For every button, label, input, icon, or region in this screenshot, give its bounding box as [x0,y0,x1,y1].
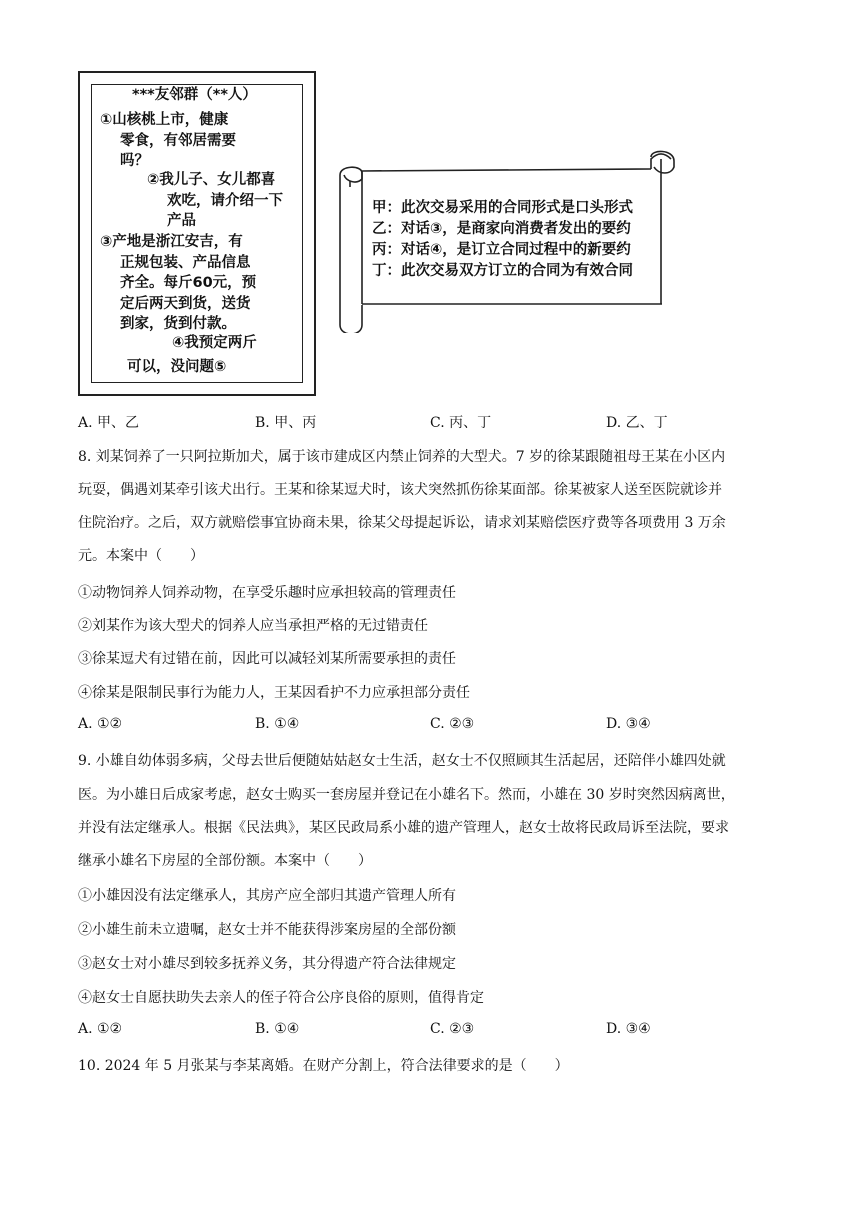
q9-stem-line: 并没有法定继承人。根据《民法典》，某区民政局系小雄的遗产管理人，赵女士故将民政局诉至法院，要求 [78,820,729,836]
chat-message-3 [100,232,256,335]
q8-item-2: ②刘某作为该大型犬的饲养人应当承担严格的无过错责任 [78,618,428,634]
q7-option-b: B. 甲、丙 [255,415,317,431]
chat-message-3-line: 定后两天到货，送货 [120,295,251,312]
q9-stem-line: 医。为小雄日后成家考虑，赵女士购买一套房屋并登记在小雄名下。然而，小雄在 30 岁时突然因病离世， [78,787,735,803]
statement-bing: 丙：对话④，是订立合同过程中的新要约 [372,242,631,258]
statement-yi: 乙：对话③，是商家向消费者发出的要约 [372,221,631,237]
chat-message-3-line: 齐全。每斤60元，预 [120,275,257,291]
q8-stem-line: 元。本案中（ ） [78,548,204,564]
q9-stem-line: 继承小雄名下房屋的全部份额。本案中（ ） [78,853,372,869]
statement-jia: 甲：此次交易采用的合同形式是口头形式 [372,200,633,216]
chat-message-1-line: ①山核桃上市，健康 [100,112,229,128]
q9-item-4: ④赵女士自愿扶助失去亲人的侄子符合公序良俗的原则，值得肯定 [78,990,484,1006]
q7-option-c: C. 丙、丁 [430,415,492,431]
chat-message-1-line: 吗？ [120,153,149,169]
q8-item-3: ③徐某逗犬有过错在前，因此可以减轻刘某所需要承担的责任 [78,651,456,667]
q8-stem-line: 8. 刘某饲养了一只阿拉斯加犬，属于该市建成区内禁止饲养的大型犬。7 岁的徐某跟随祖母王某在小区内 [78,449,726,465]
q8-option-a: A. ①② [78,716,123,732]
q7-option-a: A. 甲、乙 [78,415,140,431]
chat-message-2 [147,170,283,232]
q9-option-a: A. ①② [78,1021,123,1037]
chat-message-3-line: 正规包装、产品信息 [120,254,251,271]
q9-stem-line: 9. 小雄自幼体弱多病，父母去世后便随姑姑赵女士生活，赵女士不仅照顾其生活起居，还陪伴小雄四处就 [78,753,726,769]
chat-message-2-line: ②我儿子、女儿都喜 [147,172,276,188]
chat-message-2-line: 产品 [167,213,196,229]
q7-option-d: D. 乙、丁 [606,415,668,431]
q9-item-2: ②小雄生前未立遗嘱，赵女士并不能获得涉案房屋的全部份额 [78,922,456,938]
q8-stem-line: 玩耍，偶遇刘某牵引该犬出行。王某和徐某逗犬时，该犬突然抓伤徐某面部。徐某被家人送至医院就诊并 [78,482,722,498]
chat-message-1-line: 零食，有邻居需要 [120,132,236,149]
q8-stem-line: 住院治疗。之后，双方就赔偿事宜协商未果，徐某父母提起诉讼，请求刘某赔偿医疗费等各项费用 3 万余 [78,515,726,531]
chat-message-3-line: ③产地是浙江安吉，有 [100,234,243,250]
q9-option-c: C. ②③ [430,1021,475,1037]
statement-ding: 丁：此次交易双方订立的合同为有效合同 [372,263,633,279]
chat-message-1 [100,110,236,172]
q9-option-b: B. ①④ [255,1021,300,1037]
q8-option-d: D. ③④ [606,716,651,732]
q10-stem: 10. 2024 年 5 月张某与李某离婚。在财产分割上，符合法律要求的是（ ） [78,1058,569,1074]
chat-message-3-line: 到家，货到付款。 [120,316,236,332]
q9-item-1: ①小雄因没有法定继承人，其房产应全部归其遗产管理人所有 [78,888,456,904]
q8-item-4: ④徐某是限制民事行为能力人，王某因看护不力应承担部分责任 [78,685,470,701]
q8-option-b: B. ①④ [255,716,300,732]
chat-message-5: 可以，没问题⑤ [127,359,227,375]
chat-title: ***友邻群（**人） [132,87,257,103]
q9-option-d: D. ③④ [606,1021,651,1037]
chat-message-4: ④我预定两斤 [172,335,257,351]
q9-item-3: ③赵女士对小雄尽到较多抚养义务，其分得遗产符合法律规定 [78,956,456,972]
scroll-statements [372,198,633,282]
q8-option-c: C. ②③ [430,716,475,732]
chat-message-2-line: 欢吃，请介绍一下 [167,192,283,209]
q8-item-1: ①动物饲养人饲养动物，在享受乐趣时应承担较高的管理责任 [78,585,456,601]
